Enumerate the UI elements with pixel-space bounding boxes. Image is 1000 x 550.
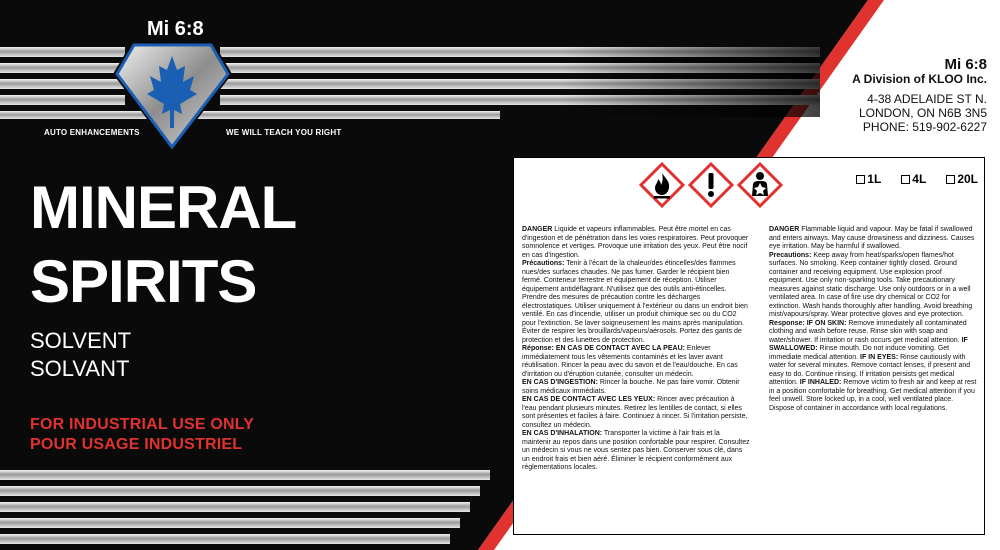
company-address-line2: LONDON, ON N6B 3N5 [858, 106, 987, 120]
product-title-line2: SPIRITS [30, 248, 257, 315]
ghs-pictograms [639, 162, 783, 208]
section-text: Tenir à l'écart de la chaleur/des étincelles/des flammes nues/des surfaces chaudes. Ne pas fumer. Garder le récipient bien fermé. Conteneur terrestre et équipement de réception. Utiliser équipement antidéflagrant. N'utilisez que des outils anti-étincelles. Prendre des mesures de précaution contre les décharges électrostatiques. Utiliser uniquement à l'extérieur ou dans un endroit bien ventilé. En cas d'incendie, utiliser un produit chimique sec ou du CO2 pour l'extinction. Se laver soigneusement les mains après manipulation. Éviter de respirer les brouillards/vapeurs/aérosols. Portez des gants de protection et des lunettes de protection. [522, 260, 748, 344]
product-title-line1: MINERAL [30, 174, 297, 241]
section-text: Remove victim to fresh air and keep at rest in a position comfortable for breathing. Get medical attention if you feel unwell. Store locked up, in a cool, well ventilated place. Dispose of container in accordance with local regulations. [769, 379, 977, 412]
section-heading: IF SWALLOWED: [769, 336, 968, 352]
checkbox-icon [946, 175, 955, 184]
flame-icon [639, 162, 685, 208]
hazard-info-panel [513, 157, 985, 535]
industrial-use-english: FOR INDUSTRIAL USE ONLY [30, 416, 255, 433]
logo-text: Mi 6:8 [147, 18, 204, 40]
company-address-line1: 4-38 ADELAIDE ST N. [867, 92, 987, 106]
section-heading: EN CAS DE CONTACT AVEC LES YEUX: [522, 396, 656, 403]
company-name: Mi 6:8 [944, 56, 987, 73]
subtitle-french: SOLVANT [30, 356, 130, 381]
section-heading: Réponse: EN CAS DE CONTACT AVEC LA PEAU: [522, 345, 685, 352]
size-option[interactable]: 1L [856, 172, 881, 186]
company-phone: PHONE: 519-902-6227 [862, 120, 987, 134]
section-text: Rinse mouth. Do not induce vomiting. Get immediate medical attention. [769, 345, 950, 361]
section-heading: Response: IF ON SKIN: [769, 319, 847, 327]
container-sizes [856, 172, 978, 186]
english-hazard-text [769, 226, 977, 413]
tagline-left: AUTO ENHANCEMENTS [44, 128, 140, 137]
section-text: Transporter la victime à l'air frais et la maintenir au repos dans une position confortable pour respirer. Consultez un médecin si vous ne vous sentez pas bien. Conserver sous clé, dans un endroit frais et bien aéré. Éliminer le récipient conformément aux réglementations locales. [522, 430, 750, 471]
checkbox-icon [856, 175, 865, 184]
section-heading: IF INHALED: [799, 379, 842, 386]
section-text: Rincer avec précaution à l'eau pendant plusieurs minutes. Retirez les lentilles de contact, si elles sont présentes et faciles à faire. Continuez à rincer. Si l'irritation persiste, consultez un médecin. [522, 396, 748, 429]
tagline-right: WE WILL TEACH YOU RIGHT [226, 128, 342, 137]
section-text: Flammable liquid and vapour. May be fatal if swallowed and enters airways. May cause drowsiness and dizziness. Causes eye irritation. May be harmful if swallowed. [769, 226, 975, 250]
size-option[interactable]: 4L [901, 172, 926, 186]
section-text: Rincer la bouche. Ne pas faire vomir. Obtenir soins médicaux immédiats. [522, 379, 740, 395]
section-text: Enlever immédiatement tous les vêtements contaminés et les laver avant réutilisation. Rincer la peau avec du savon et de l'eau/douche. En cas d'irritation ou d'éruption cutanée, consulter un médecin. [522, 345, 738, 378]
subtitle-english: SOLVENT [30, 328, 132, 353]
checkbox-icon [901, 175, 910, 184]
section-text: Rinse cautiously with water for several minutes. Remove contact lenses, if present and easy to do. Continue rinsing. If irritation persists get medical attention. [769, 353, 971, 386]
section-text: Remove immediately all contaminated clothing and wash before reuse. Rinse skin with soap and water/shower. If irritation or rash occurs get medical attention. [769, 319, 967, 344]
size-option[interactable]: 20L [946, 172, 978, 186]
section-text: Keep away from heat/sparks/open flames/hot surfaces. No smoking. Keep container tightly closed. Ground container and receiving equipment. Use explosion proof equipment. Use only non-sparking tools. Take precautionary measures against static discharge. Use only outdoors or in a well ventilated area. In case of fire use dry chemical or CO2 for extinction. Wash hands thoroughly after handling. Avoid breathing mist/vapours/spray. Wear protective gloves and eye protection. [769, 251, 973, 318]
section-heading: EN CAS D'INHALATION: [522, 430, 603, 437]
section-heading: DANGER [522, 226, 553, 233]
section-heading: DANGER [769, 226, 800, 233]
company-division: A Division of KLOO Inc. [852, 72, 987, 86]
section-text: Liquide et vapeurs inflammables. Peut être mortel en cas d'ingestion et de pénétration dans les voies respiratoires. Peut provoquer somnolence et vertiges. Provoque une irritation des yeux. Peut être nocif en cas d'ingestion. [522, 226, 749, 259]
health-hazard-icon [737, 162, 783, 208]
exclamation-icon [688, 162, 734, 208]
section-heading: EN CAS D'INGESTION: [522, 379, 598, 386]
industrial-use-french: POUR USAGE INDUSTRIEL [30, 436, 243, 453]
section-heading: IF IN EYES: [860, 353, 899, 361]
section-heading: Précautions: [522, 260, 565, 267]
french-hazard-text [522, 226, 750, 473]
section-heading: Precautions: [769, 251, 812, 259]
